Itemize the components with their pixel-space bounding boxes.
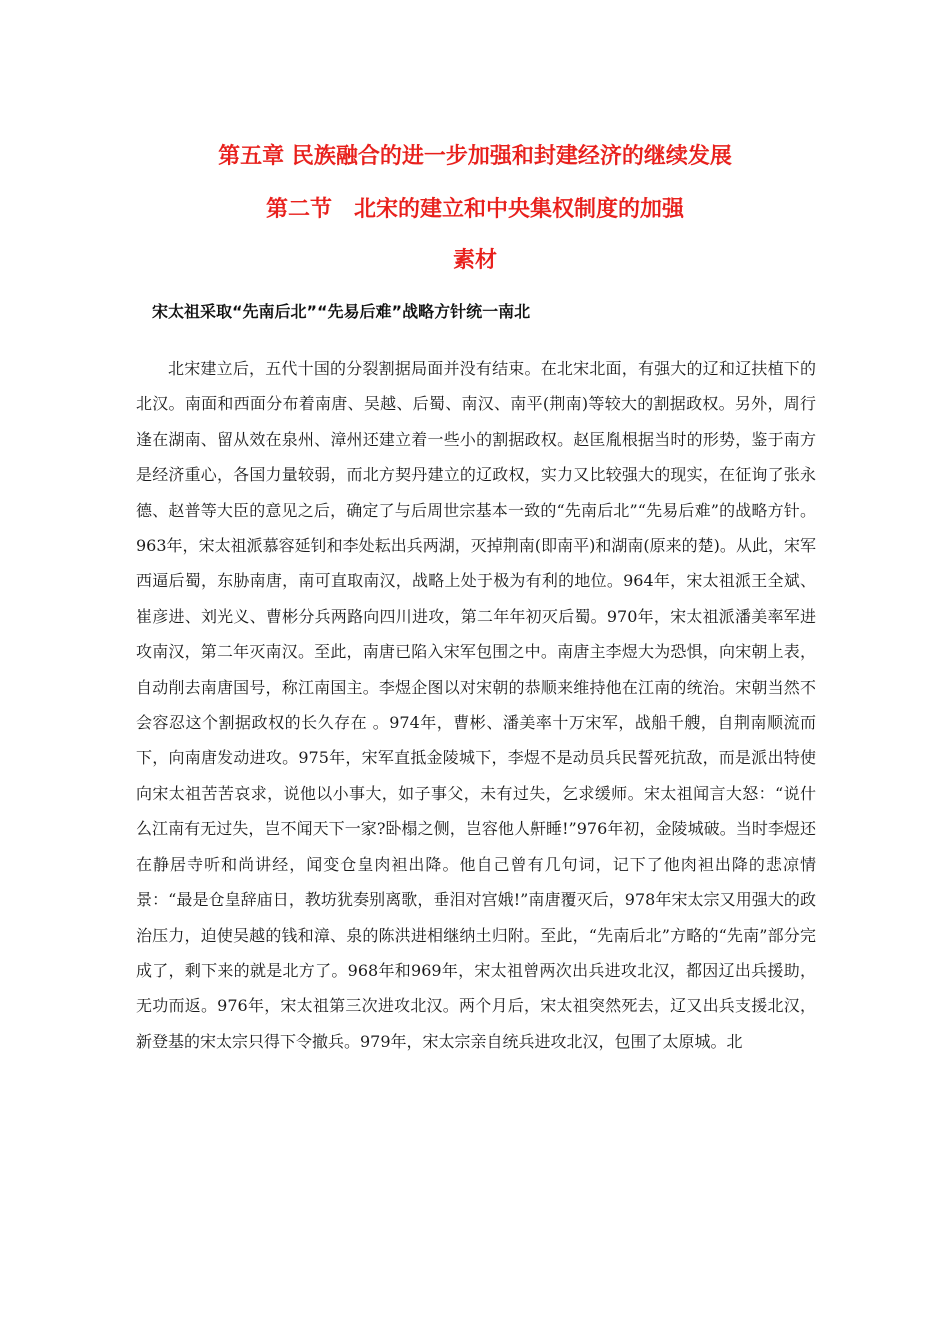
body-paragraph: 北宋建立后，五代十国的分裂割据局面并没有结束。在北宋北面，有强大的辽和辽扶植下的北汉。南面和西面分布着南唐、吴越、后蜀、南汉、南平(荆南)等较大的割据政权。另外，周行逢在湖南、留从效在泉州、漳州还建立着一些小的割据政权。赵匡胤根据当时的形势，鉴于南方是经济重心，各国力量较弱，而北方契丹建立的辽政权，实力又比较强大的现实，在征询了张永德、赵普等大臣的意见之后，确定了与后周世宗基本一致的“先南后北”“先易后难”的战略方针。963年，宋太祖派慕容延钊和李处耘出兵两湖，灭掉荆南(即南平)和湖南(原来的楚)。从此，宋军西逼后蜀，东胁南唐，南可直取南汉，战略上处于极为有利的地位。964年，宋太祖派王全斌、崔彦进、刘光义、曹彬分兵两路向四川进攻，第二年年初灭后蜀。970年，宋太祖派潘美率军进攻南汉，第二年灭南汉。至此，南唐已陷入宋军包围之中。南唐主李煜大为恐惧，向宋朝上表，自动削去南唐国号，称江南国主。李煜企图以对宋朝的恭顺来维持他在江南的统治。宋朝当然不会容忍这个割据政权的长久存在 。974年，曹彬、潘美率十万宋军，战船千艘，自荆南顺流而下，向南唐发动进攻。975年，宋军直抵金陵城下，李煜不是动员兵民誓死抗敌，而是派出特使向宋太祖苦苦哀求，说他以小事大，如子事父，未有过失，乞求缓师。宋太祖闻言大怒：“说什么江南有无过失，岂不闻天下一家?卧榻之侧，岂容他人鼾睡!”976年初，金陵城破。当时李煜还在静居寺听和尚讲经，闻变仓皇肉袒出降。他自己曾有几句词，记下了他肉袒出降的悲凉情景：“最是仓皇辞庙日，教坊犹奏别离歌，垂泪对宫娥!”南唐覆灭后，978年宋太宗又用强大的政治压力，迫使吴越的钱和漳、泉的陈洪进相继纳土归附。至此，“先南后北”方略的“先南”部分完成了，剩下来的就是北方了。968年和969年，宋太祖曾两次出兵进攻北汉，都因辽出兵援助，无功而返。976年，宋太祖第三次进攻北汉。两个月后，宋太祖突然死去，辽又出兵支援北汉，新登基的宋太宗只得下令撤兵。979年，宋太宗亲自统兵进攻北汉，包围了太原城。北	[136, 359, 816, 1051]
material-title: 素材	[452, 248, 497, 273]
chapter-title: 第五章 民族融合的进一步加强和封建经济的继续发展	[218, 144, 732, 169]
section-title: 第二节 北宋的建立和中央集权制度的加强	[265, 197, 684, 222]
section-heading: 宋太祖采取“先南后北”“先易后难”战略方针统一南北	[152, 302, 531, 321]
